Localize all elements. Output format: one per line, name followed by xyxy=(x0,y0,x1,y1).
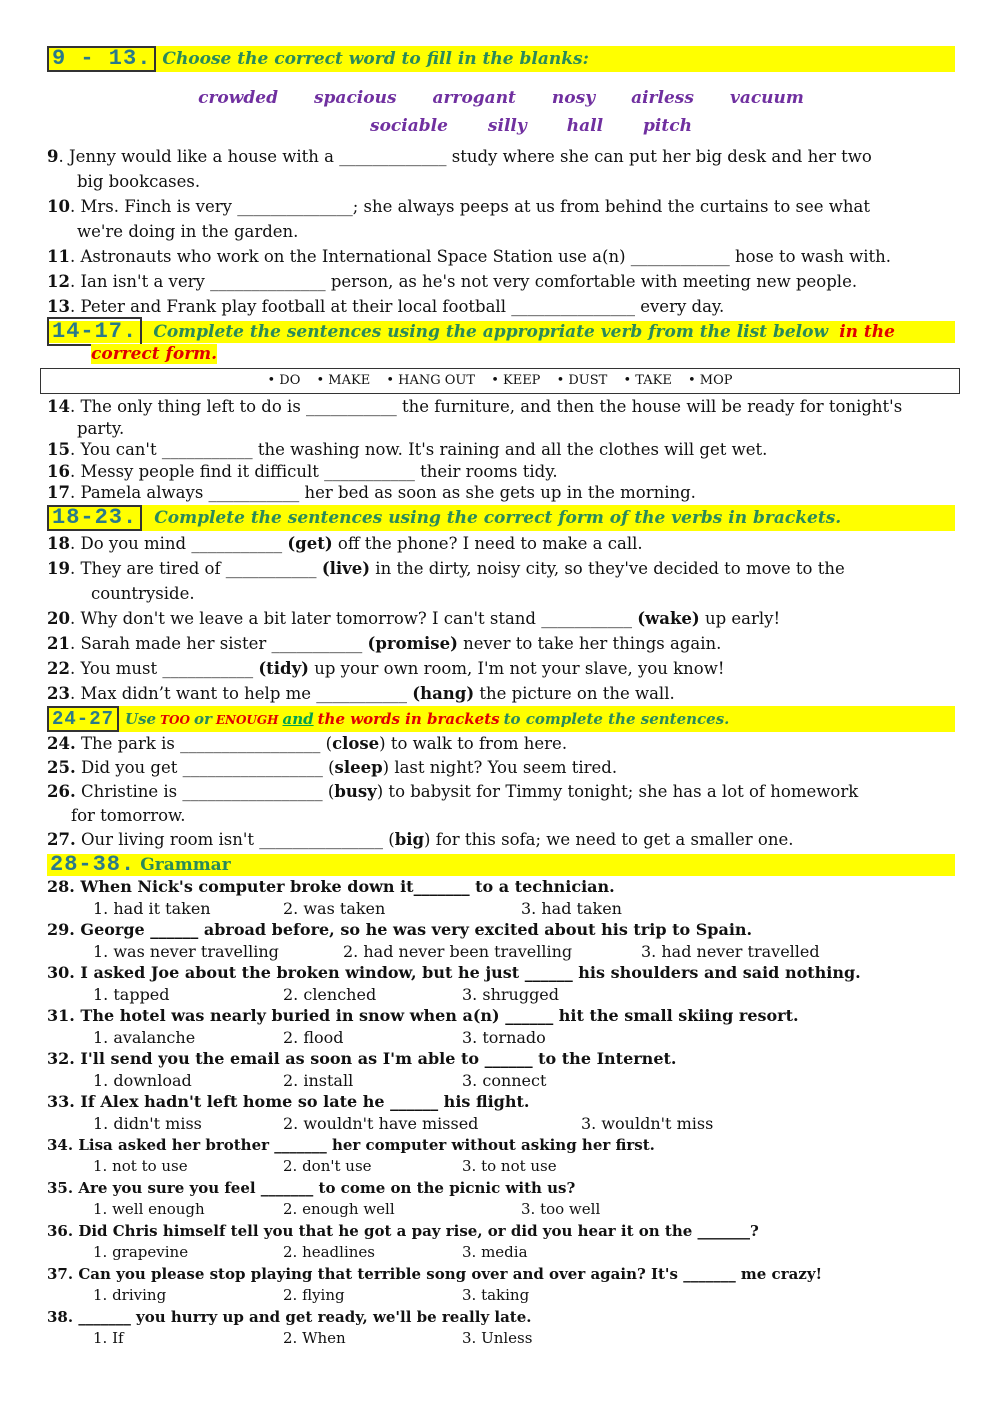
section-title: Complete the sentences using the appropriate verb from the list below xyxy=(153,322,829,342)
answer-option[interactable]: 2. was taken xyxy=(283,899,386,918)
word-vacuum: vacuum xyxy=(729,88,804,108)
question-20: 20. Why don't we leave a bit later tomorrow? I can't stand ___________ (wake) up early! xyxy=(47,609,781,628)
answer-option[interactable]: 2. enough well xyxy=(283,1200,395,1218)
verb-do: • DO xyxy=(267,373,301,388)
section-header-9-13 xyxy=(47,46,955,72)
verb-list-box xyxy=(40,368,960,394)
question-10-cont: we're doing in the garden. xyxy=(77,222,299,241)
verb-hang-out: • HANG OUT xyxy=(386,373,476,388)
answer-options xyxy=(47,1027,955,1048)
section-title: Grammar xyxy=(140,855,231,875)
question-27: 27. Our living room isn't _______________ (big) for this sofa; we need to get a smaller one. xyxy=(47,830,794,849)
answer-option[interactable]: 3. taking xyxy=(462,1286,530,1304)
answer-option[interactable]: 2. flying xyxy=(283,1286,345,1304)
question-21: 21. Sarah made her sister ___________ (promise) never to take her things again. xyxy=(47,634,722,653)
question-19: 19. They are tired of ___________ (live) in the dirty, noisy city, so they've decided to move to the xyxy=(47,559,845,578)
word-bank-row-2 xyxy=(47,116,955,136)
answer-option[interactable]: 3. tornado xyxy=(462,1028,546,1047)
answer-option[interactable]: 2. don't use xyxy=(283,1157,372,1175)
answer-option[interactable]: 3. too well xyxy=(521,1200,601,1218)
answer-option[interactable]: 2. flood xyxy=(283,1028,344,1047)
verb-take: • TAKE xyxy=(623,373,672,388)
answer-options xyxy=(47,941,955,962)
answer-option[interactable]: 1. didn't miss xyxy=(93,1114,202,1133)
section-number: 18-23. xyxy=(47,505,142,531)
question-10: 10. Mrs. Finch is very ______________; she always peeps at us from behind the curtains to see what xyxy=(47,197,870,216)
answer-option[interactable]: 1. tapped xyxy=(93,985,170,1004)
verb-make: • MAKE xyxy=(316,373,371,388)
question-9: 9. Jenny would like a house with a _____________ study where she can put her big desk and her two xyxy=(47,147,872,166)
question-18: 18. Do you mind ___________ (get) off the phone? I need to make a call. xyxy=(47,534,643,553)
word-silly: silly xyxy=(487,116,527,136)
answer-options xyxy=(47,1199,955,1220)
answer-option[interactable]: 3. Unless xyxy=(462,1329,533,1347)
answer-options xyxy=(47,1328,955,1349)
answer-option[interactable]: 1. grapevine xyxy=(93,1243,189,1261)
answer-option[interactable]: 3. media xyxy=(462,1243,528,1261)
grammar-question: 31. The hotel was nearly buried in snow when a(n) ______ hit the small skiing resort. xyxy=(47,1006,799,1025)
section-title-emphasis: in the xyxy=(839,322,895,342)
word-crowded: crowded xyxy=(198,88,278,108)
question-26: 26. Christine is _________________ (busy) to babysit for Timmy tonight; she has a lot of homework xyxy=(47,782,859,801)
answer-options xyxy=(47,1070,955,1091)
grammar-question: 30. I asked Joe about the broken window, but he just ______ his shoulders and said nothing. xyxy=(47,963,861,982)
question-25: 25. Did you get _________________ (sleep) last night? You seem tired. xyxy=(47,758,618,777)
question-17: 17. Pamela always ___________ her bed as soon as she gets up in the morning. xyxy=(47,483,696,502)
section-number: 14-17. xyxy=(47,317,142,346)
section-title: Choose the correct word to fill in the blanks: xyxy=(162,49,589,69)
verb-dust: • DUST xyxy=(556,373,608,388)
word-hall: hall xyxy=(566,116,604,136)
word-sociable: sociable xyxy=(370,116,448,136)
question-12: 12. Ian isn't a very ______________ person, as he's not very comfortable with meeting new people. xyxy=(47,272,858,291)
question-13: 13. Peter and Frank play football at their local football _______________ every day. xyxy=(47,297,725,316)
answer-option[interactable]: 2. headlines xyxy=(283,1243,375,1261)
verb-keep: • KEEP xyxy=(491,373,541,388)
answer-option[interactable]: 2. wouldn't have missed xyxy=(283,1114,479,1133)
question-23: 23. Max didn’t want to help me ___________ (hang) the picture on the wall. xyxy=(47,684,675,703)
grammar-question: 28. When Nick's computer broke down it_______ to a technician. xyxy=(47,877,615,896)
grammar-question: 36. Did Chris himself tell you that he got a pay rise, or did you hear it on the _______? xyxy=(47,1222,759,1240)
answer-option[interactable]: 3. connect xyxy=(462,1071,547,1090)
word-bank-row-1 xyxy=(47,88,955,108)
grammar-question: 38. _______ you hurry up and get ready, we'll be really late. xyxy=(47,1308,532,1326)
question-16: 16. Messy people find it difficult ___________ their rooms tidy. xyxy=(47,462,558,481)
section-number: 24-27 xyxy=(47,706,119,732)
answer-option[interactable]: 1. If xyxy=(93,1329,124,1347)
grammar-question: 37. Can you please stop playing that terrible song over and over again? It's _______ me crazy! xyxy=(47,1265,823,1283)
question-26-cont: for tomorrow. xyxy=(71,806,186,825)
word-airless: airless xyxy=(631,88,694,108)
answer-option[interactable]: 2. When xyxy=(283,1329,346,1347)
question-19-cont: countryside. xyxy=(91,584,195,603)
section-header-18-23 xyxy=(47,505,955,531)
grammar-questions xyxy=(47,876,955,1349)
word-spacious: spacious xyxy=(313,88,397,108)
answer-options xyxy=(47,898,955,919)
section-header-24-27: 24-27 Use TOO or ENOUGH and the words in brackets to complete the sentences. xyxy=(47,706,955,732)
section-number: 9 - 13. xyxy=(47,46,156,72)
answer-options xyxy=(47,1113,955,1134)
answer-option[interactable]: 1. not to use xyxy=(93,1157,188,1175)
answer-option[interactable]: 3. had taken xyxy=(521,899,622,918)
question-9-cont: big bookcases. xyxy=(77,172,201,191)
question-15: 15. You can't ___________ the washing now. It's raining and all the clothes will get wet. xyxy=(47,440,768,459)
question-22: 22. You must ___________ (tidy) up your own room, I'm not your slave, you know! xyxy=(47,659,725,678)
section-header-14-17 xyxy=(47,321,955,343)
answer-option[interactable]: 1. avalanche xyxy=(93,1028,196,1047)
worksheet xyxy=(47,46,955,1349)
verb-mop: • MOP xyxy=(687,373,733,388)
answer-options xyxy=(47,1242,955,1263)
question-24: 24. The park is _________________ (close) to walk to from here. xyxy=(47,734,568,753)
answer-option[interactable]: 1. driving xyxy=(93,1286,167,1304)
answer-option[interactable]: 2. install xyxy=(283,1071,354,1090)
answer-option[interactable]: 2. clenched xyxy=(283,985,377,1004)
answer-option[interactable]: 2. had never been travelling xyxy=(343,942,573,961)
grammar-question: 29. George ______ abroad before, so he was very excited about his trip to Spain. xyxy=(47,920,753,939)
section-header-28-38 xyxy=(47,854,955,876)
question-14: 14. The only thing left to do is ___________ the furniture, and then the house will be ready for tonight's xyxy=(47,397,903,416)
section-title: Complete the sentences using the correct form of the verbs in brackets. xyxy=(154,508,842,528)
word-arrogant: arrogant xyxy=(432,88,516,108)
word-nosy: nosy xyxy=(551,88,596,108)
section-number: 28-38. xyxy=(50,852,136,877)
answer-option[interactable]: 3. had never travelled xyxy=(641,942,820,961)
answer-option[interactable]: 3. wouldn't miss xyxy=(581,1114,714,1133)
word-pitch: pitch xyxy=(643,116,692,136)
answer-options xyxy=(47,1156,955,1177)
grammar-question: 33. If Alex hadn't left home so late he ______ his flight. xyxy=(47,1092,530,1111)
answer-option[interactable]: 3. to not use xyxy=(462,1157,557,1175)
question-11: 11. Astronauts who work on the International Space Station use a(n) ____________ hose to wash with. xyxy=(47,247,892,266)
answer-option[interactable]: 1. was never travelling xyxy=(93,942,279,961)
grammar-question: 35. Are you sure you feel _______ to come on the picnic with us? xyxy=(47,1179,576,1197)
answer-options xyxy=(47,984,955,1005)
grammar-question: 34. Lisa asked her brother _______ her computer without asking her first. xyxy=(47,1136,655,1154)
question-14-cont: party. xyxy=(77,419,125,438)
answer-option[interactable]: 1. download xyxy=(93,1071,192,1090)
section-title-cont: correct form. xyxy=(91,344,218,364)
answer-option[interactable]: 3. shrugged xyxy=(462,985,560,1004)
answer-options xyxy=(47,1285,955,1306)
answer-option[interactable]: 1. well enough xyxy=(93,1200,205,1218)
grammar-question: 32. I'll send you the email as soon as I'm able to ______ to the Internet. xyxy=(47,1049,677,1068)
answer-option[interactable]: 1. had it taken xyxy=(93,899,211,918)
section-title-cont-wrap xyxy=(47,343,955,365)
